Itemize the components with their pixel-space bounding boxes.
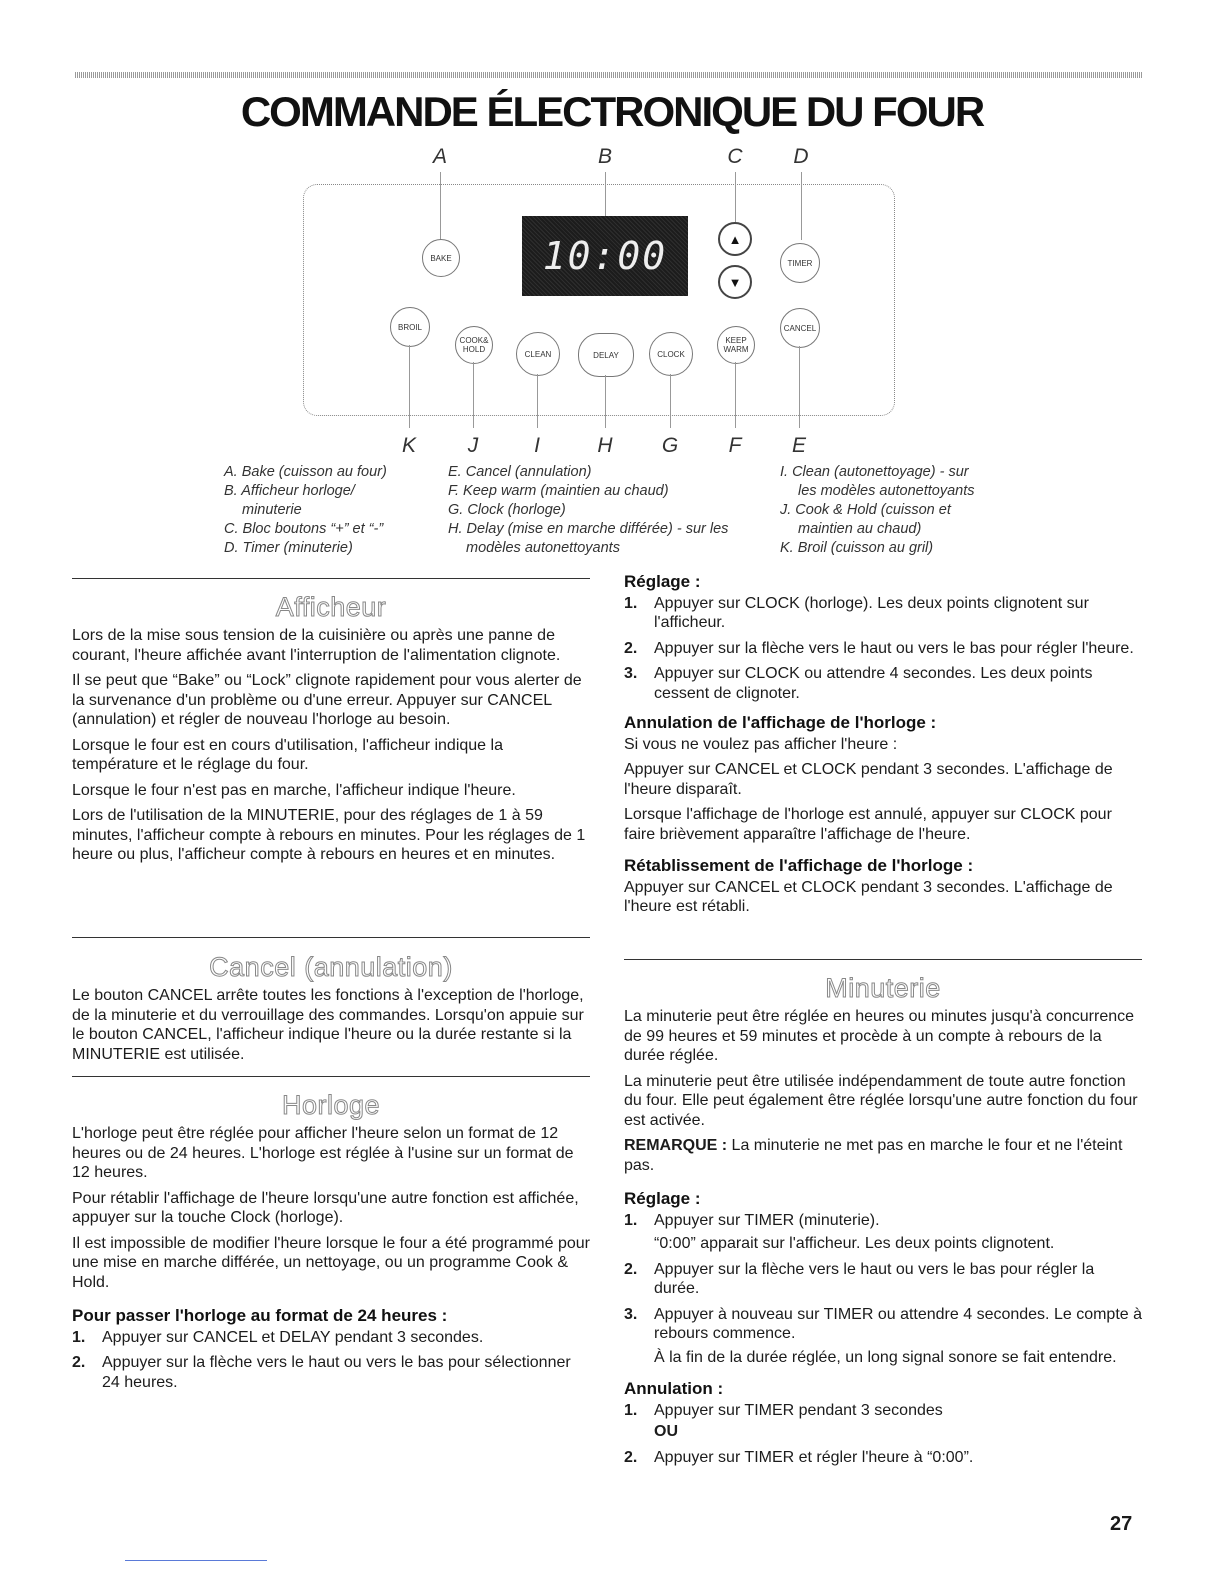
- leader-c: [735, 172, 736, 222]
- clock-display: [522, 216, 688, 296]
- keep-warm-line2: WARM: [723, 345, 749, 354]
- paragraph: Appuyer sur CANCEL et CLOCK pendant 3 secondes. L'affichage de l'heure disparaît.: [624, 761, 1113, 798]
- legend-item: D. Timer (minuterie): [224, 540, 353, 556]
- legend-col-3: [780, 463, 975, 558]
- label-d: D: [793, 145, 809, 168]
- timer-button[interactable]: TIMER: [780, 243, 820, 283]
- step-number: 1.: [624, 1211, 638, 1229]
- cancel-body: [72, 986, 592, 1070]
- subheading-retablissement: Rétablissement de l'affichage de l'horloge :: [624, 856, 974, 875]
- step-24h: [72, 1353, 592, 1392]
- legend-item: minuterie: [242, 502, 302, 518]
- cancel-button[interactable]: CANCEL: [780, 308, 820, 348]
- legend-item: B. Afficheur horloge/: [224, 483, 355, 499]
- leader-j: [473, 362, 474, 428]
- step: [624, 1211, 1144, 1231]
- leader-e: [799, 346, 800, 428]
- legend-item: modèles autonettoyants: [466, 540, 620, 556]
- legend-item: J. Cook & Hold (cuisson et: [780, 502, 951, 518]
- rule-horloge: [72, 1076, 590, 1077]
- ou-label: OU: [654, 1423, 678, 1440]
- legend-item: H. Delay (mise en marche différée) - sur les: [448, 521, 729, 537]
- step-number: 1.: [624, 1401, 638, 1419]
- label-i: I: [534, 434, 540, 457]
- step-text: Appuyer sur la flèche vers le haut ou vers le bas pour régler la durée.: [654, 1260, 1095, 1297]
- legend-col-1: [224, 463, 387, 558]
- leader-i: [537, 374, 538, 428]
- legend-item: G. Clock (horloge): [448, 502, 566, 518]
- subheading-annulation-affichage: Annulation de l'affichage de l'horloge :: [624, 713, 937, 732]
- paragraph: Il est impossible de modifier l'heure lorsque le four a été programmé pour une mise en marche différée, un nettoyage, ou un programme Cook & Hold.: [72, 1234, 590, 1291]
- step-note: “0:00” apparait sur l'afficheur. Les deux points clignotent.: [654, 1235, 1055, 1252]
- leader-a: [440, 172, 441, 240]
- paragraph: La minuterie peut être réglée en heures ou minutes jusqu'à concurrence de 99 heures et 59 minutes et procède à un compte à rebours de la durée réglée.: [624, 1008, 1135, 1064]
- keep-warm-button[interactable]: [717, 326, 755, 364]
- heading-horloge: Horloge: [281, 1090, 381, 1120]
- delay-button[interactable]: DELAY: [578, 333, 634, 377]
- heading-cancel: Cancel (annulation): [209, 952, 453, 982]
- arrow-up-icon[interactable]: ▲: [718, 222, 752, 256]
- rule-cancel: [72, 937, 590, 938]
- label-c: C: [727, 145, 743, 168]
- paragraph: Lors de la mise sous tension de la cuisinière ou après une panne de courant, l'heure affichée avant l'interruption de l'alimentation clignote.: [72, 627, 561, 664]
- footer-line: [125, 1560, 267, 1561]
- step: [624, 1305, 1144, 1344]
- legend-item: K. Broil (cuisson au gril): [780, 540, 934, 556]
- remarque-paragraph: [624, 1136, 1144, 1175]
- step-number: 1.: [72, 1328, 86, 1346]
- paragraph: Si vous ne voulez pas afficher l'heure :: [624, 735, 898, 753]
- paragraph: Pour rétablir l'affichage de l'heure lorsqu'une autre fonction est affichée, appuyer sur la touche Clock (horloge).: [72, 1189, 579, 1226]
- step-number: 2.: [624, 1448, 638, 1466]
- paragraph: L'horloge peut être réglée pour afficher l'heure selon un format de 12 heures ou de 24 heures. L'horloge est réglée à l'usine sur un format de 12 heures.: [72, 1125, 574, 1181]
- top-hatch-bar: [75, 72, 1143, 78]
- legend-item: E. Cancel (annulation): [448, 464, 592, 480]
- step-number: 2.: [624, 639, 638, 657]
- step-text: Appuyer sur la flèche vers le haut ou vers le bas pour régler l'heure.: [654, 639, 1134, 657]
- subheading-reglage: Réglage :: [624, 572, 701, 591]
- remarque-text: La minuterie ne met pas en marche le four et ne l'éteint pas.: [624, 1137, 1123, 1174]
- step-text: Appuyer sur CANCEL et DELAY pendant 3 secondes.: [102, 1328, 484, 1346]
- rule-minuterie: [624, 959, 1142, 960]
- cook-hold-button[interactable]: [455, 326, 493, 364]
- paragraph: Appuyer sur CANCEL et CLOCK pendant 3 secondes. L'affichage de l'heure est rétabli.: [624, 878, 1113, 915]
- paragraph: La minuterie peut être utilisée indépendamment de toute autre fonction du four. Elle peut également être réglée lorsqu'une autre fonction du four est activée.: [624, 1072, 1138, 1129]
- heading-afficheur: Afficheur: [275, 592, 387, 622]
- right-clock-section: [624, 572, 1144, 923]
- leader-h: [605, 375, 606, 428]
- subheading-24h: Pour passer l'horloge au format de 24 heures :: [72, 1306, 448, 1325]
- step-number: 2.: [624, 1260, 638, 1278]
- rule-afficheur: [72, 578, 590, 579]
- arrow-down-icon[interactable]: ▼: [718, 265, 752, 299]
- step-text: Appuyer sur la flèche vers le haut ou vers le bas pour sélectionner 24 heures.: [102, 1354, 571, 1391]
- paragraph: Lors de l'utilisation de la MINUTERIE, pour des réglages de 1 à 59 minutes, l'afficheur compte à rebours en minutes. Pour les réglages de 1 heure ou plus, l'afficheur compte à rebours en heures et en minutes.: [72, 807, 586, 863]
- label-k: K: [401, 434, 416, 457]
- step-text: Appuyer à nouveau sur TIMER ou attendre 4 secondes. Le compte à rebours commence.: [654, 1305, 1142, 1342]
- paragraph: Le bouton CANCEL arrête toutes les fonctions à l'exception de l'horloge, de la minuterie et du verrouillage des commandes. Lorsqu'on appuie sur le bouton CANCEL, l'afficheur indique l'heure ou la durée restante si la MINUTERIE est utilisée.: [72, 987, 584, 1063]
- legend-item: C. Bloc boutons “+” et “-”: [224, 521, 384, 537]
- paragraph: Lorsque l'affichage de l'horloge est annulé, appuyer sur CLOCK pour faire brièvement apparaître l'affichage de l'heure.: [624, 806, 1112, 843]
- clock-button[interactable]: CLOCK: [649, 332, 693, 376]
- step: [624, 664, 1144, 703]
- minuterie-body: [624, 1007, 1144, 1473]
- subheading-reglage-minuterie: Réglage :: [624, 1189, 701, 1208]
- step: [624, 1448, 1144, 1468]
- step-note: À la fin de la durée réglée, un long signal sonore se fait entendre.: [654, 1348, 1117, 1366]
- step: [624, 1401, 1144, 1421]
- label-b: B: [597, 145, 612, 168]
- label-j: J: [467, 434, 479, 457]
- step-text: Appuyer sur TIMER (minuterie).: [654, 1211, 880, 1229]
- step-number: 3.: [624, 665, 638, 682]
- remarque-label: REMARQUE :: [624, 1137, 728, 1154]
- legend-item: maintien au chaud): [798, 521, 922, 537]
- legend-item: F. Keep warm (maintien au chaud): [448, 483, 669, 499]
- afficheur-body: [72, 626, 592, 871]
- label-f: F: [728, 434, 742, 457]
- page-number: 27: [1110, 1513, 1133, 1535]
- step-text: Appuyer sur TIMER et régler l'heure à “0:00”.: [654, 1448, 974, 1466]
- cook-hold-line1: COOK&: [459, 336, 489, 345]
- step-24h: [72, 1328, 592, 1348]
- paragraph: Il se peut que “Bake” ou “Lock” clignote rapidement pour vous alerter de la survenance d'un problème ou d'une erreur. Appuyer sur CANCEL (annulation) et régler de nouveau l'horloge au besoin.: [72, 672, 582, 728]
- step-number: 3.: [624, 1305, 638, 1323]
- legend-col-2: [448, 463, 728, 558]
- legend-item: I. Clean (autonettoyage) - sur: [780, 464, 969, 480]
- step-number: 1.: [624, 594, 638, 612]
- legend-item: les modèles autonettoyants: [798, 483, 975, 499]
- step: [624, 594, 1144, 633]
- paragraph: Lorsque le four n'est pas en marche, l'afficheur indique l'heure.: [72, 781, 516, 799]
- label-g: G: [661, 434, 679, 457]
- bake-button[interactable]: BAKE: [422, 239, 460, 277]
- step-text: Appuyer sur CLOCK ou attendre 4 secondes. Les deux points cessent de clignoter.: [654, 665, 1093, 702]
- subheading-annulation: Annulation :: [624, 1379, 724, 1398]
- leader-b: [605, 172, 606, 216]
- step-text: Appuyer sur CLOCK (horloge). Les deux points clignotent sur l'afficheur.: [654, 594, 1089, 631]
- step-number: 2.: [72, 1354, 86, 1371]
- display-readout: 10:00: [542, 234, 668, 278]
- cook-hold-line2: HOLD: [462, 345, 486, 354]
- step: [624, 639, 1144, 659]
- keep-warm-line1: KEEP: [725, 336, 747, 345]
- broil-button[interactable]: BROIL: [390, 307, 430, 347]
- leader-g: [670, 374, 671, 428]
- leader-k: [409, 345, 410, 428]
- paragraph: Lorsque le four est en cours d'utilisation, l'afficheur indique la température et le réglage du four.: [72, 736, 503, 773]
- label-e: E: [791, 434, 806, 457]
- leader-f: [735, 362, 736, 428]
- label-h: H: [597, 434, 613, 457]
- clean-button[interactable]: CLEAN: [516, 332, 560, 376]
- horloge-body: [72, 1124, 592, 1398]
- heading-minuterie: Minuterie: [825, 973, 941, 1003]
- leader-d: [801, 172, 802, 240]
- legend-item: A. Bake (cuisson au four): [224, 464, 387, 480]
- page-title: COMMANDE ÉLECTRONIQUE DU FOUR: [240, 88, 984, 135]
- label-a: A: [432, 145, 447, 168]
- step-text: Appuyer sur TIMER pendant 3 secondes: [654, 1401, 943, 1419]
- step: [624, 1260, 1144, 1299]
